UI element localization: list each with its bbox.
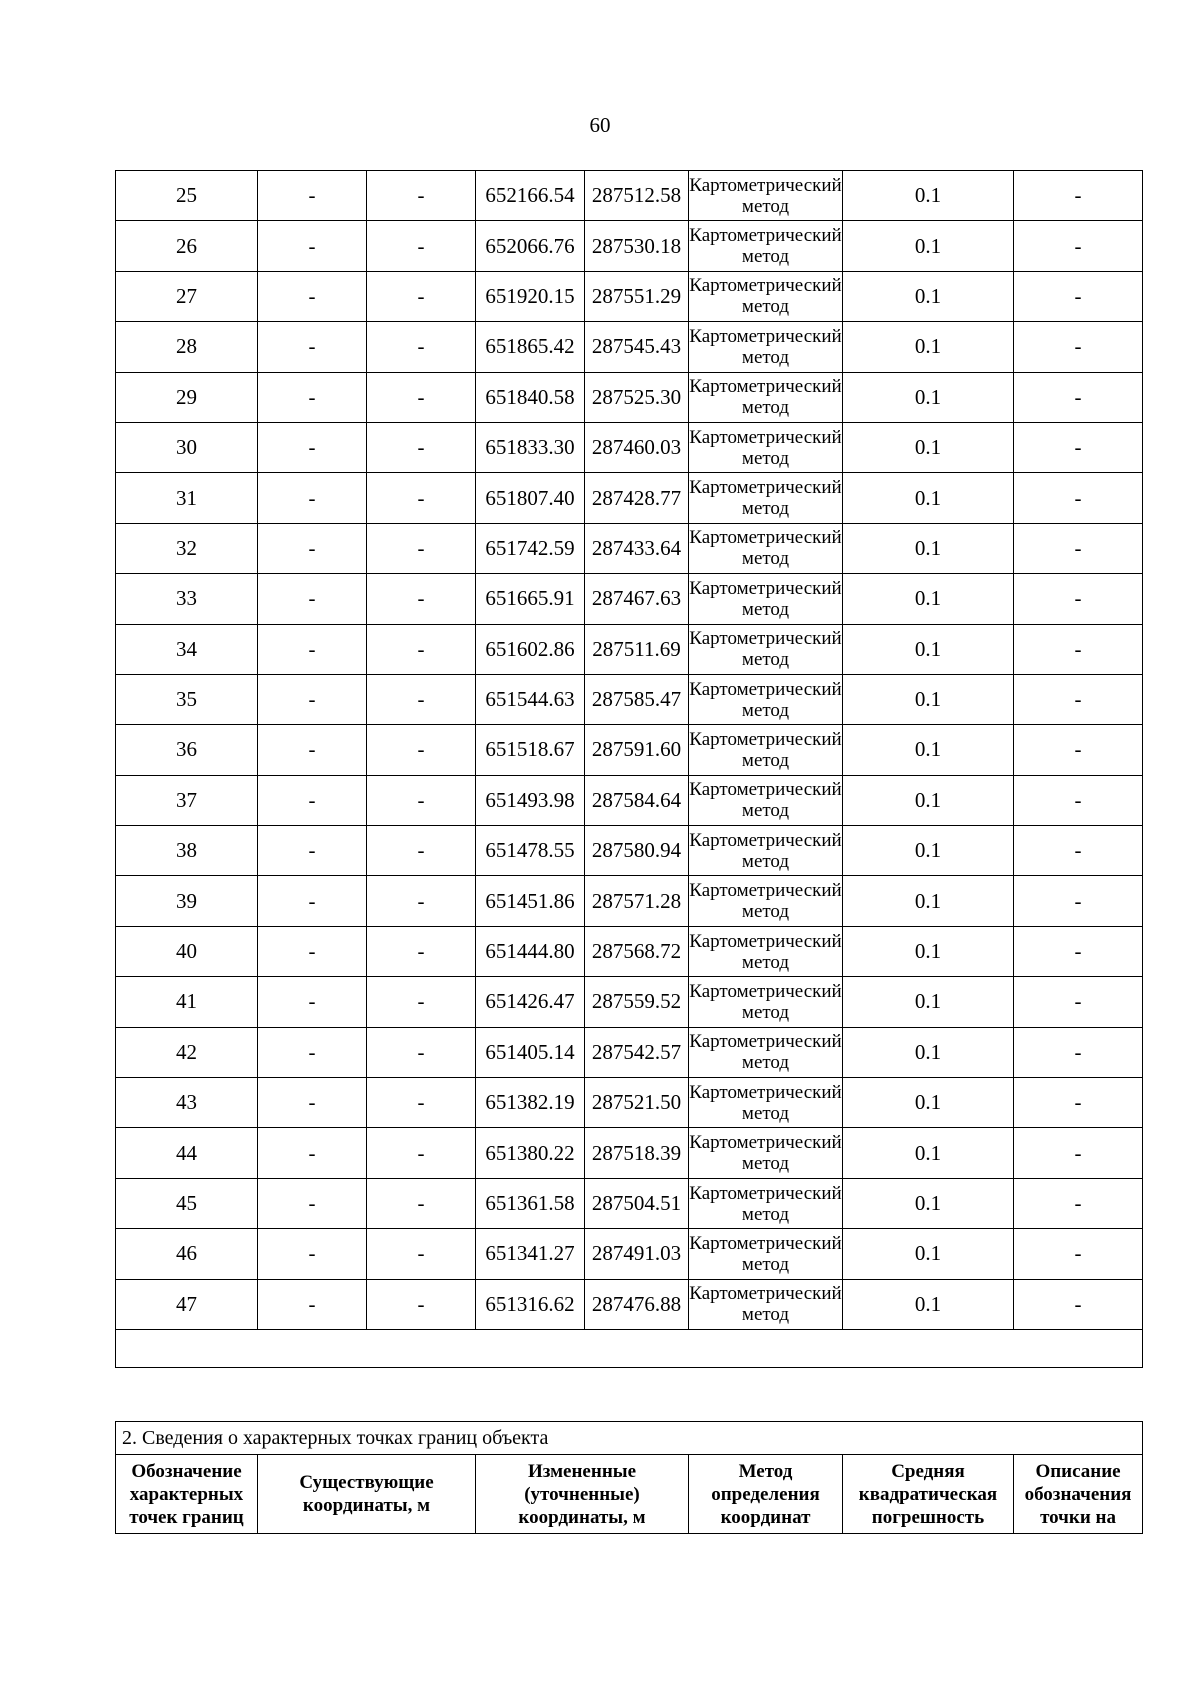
error-cell: 0.1 [843, 977, 1014, 1027]
error-cell: 0.1 [843, 775, 1014, 825]
existing-y-cell: - [367, 171, 476, 221]
existing-x-cell: - [258, 322, 367, 372]
point-id-cell: 32 [116, 523, 258, 573]
point-id-cell: 33 [116, 574, 258, 624]
x-coordinate-cell: 652166.54 [476, 171, 585, 221]
x-coordinate-cell: 651518.67 [476, 725, 585, 775]
header-point-description: Описание обозначения точки на [1014, 1455, 1143, 1534]
existing-x-cell: - [258, 624, 367, 674]
x-coordinate-cell: 651444.80 [476, 926, 585, 976]
point-id-cell: 27 [116, 271, 258, 321]
point-id-cell: 34 [116, 624, 258, 674]
y-coordinate-cell: 287525.30 [585, 372, 689, 422]
error-cell: 0.1 [843, 876, 1014, 926]
point-id-cell: 35 [116, 674, 258, 724]
table-row [116, 725, 1143, 775]
x-coordinate-cell: 651920.15 [476, 271, 585, 321]
existing-y-cell: - [367, 624, 476, 674]
existing-y-cell: - [367, 473, 476, 523]
existing-y-cell: - [367, 1027, 476, 1077]
method-cell: Картометрический метод [689, 876, 843, 926]
description-cell: - [1014, 322, 1143, 372]
y-coordinate-cell: 287571.28 [585, 876, 689, 926]
existing-y-cell: - [367, 422, 476, 472]
method-cell: Картометрический метод [689, 926, 843, 976]
existing-y-cell: - [367, 1078, 476, 1128]
method-cell: Картометрический метод [689, 271, 843, 321]
table-row [116, 271, 1143, 321]
y-coordinate-cell: 287460.03 [585, 422, 689, 472]
existing-x-cell: - [258, 473, 367, 523]
error-cell: 0.1 [843, 1229, 1014, 1279]
point-id-cell: 41 [116, 977, 258, 1027]
y-coordinate-cell: 287433.64 [585, 523, 689, 573]
x-coordinate-cell: 651544.63 [476, 674, 585, 724]
existing-x-cell: - [258, 1128, 367, 1178]
point-id-cell: 36 [116, 725, 258, 775]
y-coordinate-cell: 287518.39 [585, 1128, 689, 1178]
description-cell: - [1014, 523, 1143, 573]
existing-y-cell: - [367, 372, 476, 422]
header-existing-coordinates: Существующие координаты, м [258, 1455, 476, 1534]
x-coordinate-cell: 651316.62 [476, 1279, 585, 1329]
point-id-cell: 31 [116, 473, 258, 523]
description-cell: - [1014, 1078, 1143, 1128]
x-coordinate-cell: 651382.19 [476, 1078, 585, 1128]
existing-y-cell: - [367, 876, 476, 926]
table-row [116, 926, 1143, 976]
existing-x-cell: - [258, 826, 367, 876]
table-row [116, 422, 1143, 472]
existing-x-cell: - [258, 372, 367, 422]
table-row [116, 977, 1143, 1027]
table-row [116, 624, 1143, 674]
existing-x-cell: - [258, 1078, 367, 1128]
point-id-cell: 30 [116, 422, 258, 472]
boundary-points-table [115, 170, 1143, 1368]
method-cell: Картометрический метод [689, 674, 843, 724]
x-coordinate-cell: 651493.98 [476, 775, 585, 825]
point-id-cell: 26 [116, 221, 258, 271]
point-id-cell: 45 [116, 1178, 258, 1228]
description-cell: - [1014, 372, 1143, 422]
y-coordinate-cell: 287584.64 [585, 775, 689, 825]
existing-x-cell: - [258, 574, 367, 624]
existing-x-cell: - [258, 876, 367, 926]
error-cell: 0.1 [843, 826, 1014, 876]
existing-x-cell: - [258, 926, 367, 976]
existing-x-cell: - [258, 171, 367, 221]
table-row [116, 574, 1143, 624]
x-coordinate-cell: 651833.30 [476, 422, 585, 472]
point-id-cell: 39 [116, 876, 258, 926]
table-row [116, 523, 1143, 573]
point-id-cell: 43 [116, 1078, 258, 1128]
description-cell: - [1014, 1027, 1143, 1077]
description-cell: - [1014, 473, 1143, 523]
method-cell: Картометрический метод [689, 826, 843, 876]
method-cell: Картометрический метод [689, 1027, 843, 1077]
description-cell: - [1014, 674, 1143, 724]
existing-y-cell: - [367, 221, 476, 271]
error-cell: 0.1 [843, 725, 1014, 775]
table-row [116, 1229, 1143, 1279]
header-changed-coordinates: Измененные (уточненные) координаты, м [476, 1455, 689, 1534]
method-cell: Картометрический метод [689, 1078, 843, 1128]
error-cell: 0.1 [843, 422, 1014, 472]
description-cell: - [1014, 171, 1143, 221]
y-coordinate-cell: 287511.69 [585, 624, 689, 674]
header-mean-square-error: Средняя квадратическая погрешность [843, 1455, 1014, 1534]
error-cell: 0.1 [843, 674, 1014, 724]
existing-x-cell: - [258, 674, 367, 724]
existing-x-cell: - [258, 422, 367, 472]
y-coordinate-cell: 287545.43 [585, 322, 689, 372]
y-coordinate-cell: 287491.03 [585, 1229, 689, 1279]
error-cell: 0.1 [843, 271, 1014, 321]
existing-y-cell: - [367, 1279, 476, 1329]
description-cell: - [1014, 775, 1143, 825]
boundary-points-body [116, 171, 1143, 1368]
method-cell: Картометрический метод [689, 372, 843, 422]
method-cell: Картометрический метод [689, 221, 843, 271]
error-cell: 0.1 [843, 624, 1014, 674]
existing-y-cell: - [367, 977, 476, 1027]
method-cell: Картометрический метод [689, 523, 843, 573]
error-cell: 0.1 [843, 221, 1014, 271]
table-row [116, 322, 1143, 372]
y-coordinate-cell: 287476.88 [585, 1279, 689, 1329]
x-coordinate-cell: 651405.14 [476, 1027, 585, 1077]
description-cell: - [1014, 574, 1143, 624]
table-row [116, 221, 1143, 271]
existing-x-cell: - [258, 1279, 367, 1329]
table-row [116, 171, 1143, 221]
existing-y-cell: - [367, 271, 476, 321]
description-cell: - [1014, 1229, 1143, 1279]
table-row [116, 1078, 1143, 1128]
description-cell: - [1014, 624, 1143, 674]
method-cell: Картометрический метод [689, 775, 843, 825]
y-coordinate-cell: 287512.58 [585, 171, 689, 221]
existing-x-cell: - [258, 977, 367, 1027]
x-coordinate-cell: 651865.42 [476, 322, 585, 372]
point-id-cell: 42 [116, 1027, 258, 1077]
table-row [116, 826, 1143, 876]
existing-x-cell: - [258, 725, 367, 775]
x-coordinate-cell: 651807.40 [476, 473, 585, 523]
method-cell: Картометрический метод [689, 725, 843, 775]
description-cell: - [1014, 725, 1143, 775]
error-cell: 0.1 [843, 322, 1014, 372]
description-cell: - [1014, 1178, 1143, 1228]
error-cell: 0.1 [843, 1279, 1014, 1329]
table-row [116, 1279, 1143, 1329]
x-coordinate-cell: 651742.59 [476, 523, 585, 573]
existing-y-cell: - [367, 826, 476, 876]
section2-table [115, 1421, 1143, 1534]
header-method: Метод определения координат [689, 1455, 843, 1534]
existing-y-cell: - [367, 775, 476, 825]
existing-y-cell: - [367, 1229, 476, 1279]
x-coordinate-cell: 651361.58 [476, 1178, 585, 1228]
point-id-cell: 47 [116, 1279, 258, 1329]
error-cell: 0.1 [843, 1078, 1014, 1128]
error-cell: 0.1 [843, 372, 1014, 422]
error-cell: 0.1 [843, 926, 1014, 976]
error-cell: 0.1 [843, 1128, 1014, 1178]
error-cell: 0.1 [843, 473, 1014, 523]
point-id-cell: 28 [116, 322, 258, 372]
method-cell: Картометрический метод [689, 574, 843, 624]
empty-cell [116, 1329, 1143, 1367]
description-cell: - [1014, 826, 1143, 876]
section2-title-row [116, 1422, 1143, 1455]
point-id-cell: 37 [116, 775, 258, 825]
table-row [116, 1178, 1143, 1228]
description-cell: - [1014, 422, 1143, 472]
method-cell: Картометрический метод [689, 624, 843, 674]
method-cell: Картометрический метод [689, 1279, 843, 1329]
description-cell: - [1014, 1279, 1143, 1329]
y-coordinate-cell: 287585.47 [585, 674, 689, 724]
x-coordinate-cell: 651380.22 [476, 1128, 585, 1178]
description-cell: - [1014, 271, 1143, 321]
method-cell: Картометрический метод [689, 1128, 843, 1178]
x-coordinate-cell: 652066.76 [476, 221, 585, 271]
point-id-cell: 38 [116, 826, 258, 876]
existing-y-cell: - [367, 1178, 476, 1228]
x-coordinate-cell: 651840.58 [476, 372, 585, 422]
method-cell: Картометрический метод [689, 1178, 843, 1228]
method-cell: Картометрический метод [689, 1229, 843, 1279]
y-coordinate-cell: 287467.63 [585, 574, 689, 624]
x-coordinate-cell: 651602.86 [476, 624, 585, 674]
table-row [116, 876, 1143, 926]
existing-y-cell: - [367, 322, 476, 372]
x-coordinate-cell: 651341.27 [476, 1229, 585, 1279]
y-coordinate-cell: 287530.18 [585, 221, 689, 271]
existing-x-cell: - [258, 271, 367, 321]
existing-y-cell: - [367, 523, 476, 573]
existing-x-cell: - [258, 775, 367, 825]
section2-title: 2. Сведения о характерных точках границ объекта [116, 1422, 1143, 1455]
x-coordinate-cell: 651665.91 [476, 574, 585, 624]
existing-y-cell: - [367, 926, 476, 976]
table-row [116, 473, 1143, 523]
method-cell: Картометрический метод [689, 171, 843, 221]
x-coordinate-cell: 651451.86 [476, 876, 585, 926]
existing-x-cell: - [258, 221, 367, 271]
description-cell: - [1014, 1128, 1143, 1178]
error-cell: 0.1 [843, 1027, 1014, 1077]
existing-y-cell: - [367, 725, 476, 775]
error-cell: 0.1 [843, 574, 1014, 624]
y-coordinate-cell: 287591.60 [585, 725, 689, 775]
y-coordinate-cell: 287521.50 [585, 1078, 689, 1128]
error-cell: 0.1 [843, 171, 1014, 221]
y-coordinate-cell: 287568.72 [585, 926, 689, 976]
method-cell: Картометрический метод [689, 322, 843, 372]
description-cell: - [1014, 926, 1143, 976]
table-row [116, 1128, 1143, 1178]
x-coordinate-cell: 651426.47 [476, 977, 585, 1027]
page-number: 60 [589, 113, 611, 137]
y-coordinate-cell: 287551.29 [585, 271, 689, 321]
x-coordinate-cell: 651478.55 [476, 826, 585, 876]
error-cell: 0.1 [843, 523, 1014, 573]
table-row [116, 1027, 1143, 1077]
y-coordinate-cell: 287428.77 [585, 473, 689, 523]
existing-x-cell: - [258, 1027, 367, 1077]
method-cell: Картометрический метод [689, 422, 843, 472]
y-coordinate-cell: 287580.94 [585, 826, 689, 876]
description-cell: - [1014, 977, 1143, 1027]
existing-y-cell: - [367, 574, 476, 624]
section2-header-row [116, 1455, 1143, 1534]
existing-x-cell: - [258, 1229, 367, 1279]
table-row [116, 372, 1143, 422]
existing-x-cell: - [258, 1178, 367, 1228]
description-cell: - [1014, 876, 1143, 926]
point-id-cell: 29 [116, 372, 258, 422]
method-cell: Картометрический метод [689, 977, 843, 1027]
existing-y-cell: - [367, 674, 476, 724]
table-row [116, 775, 1143, 825]
description-cell: - [1014, 221, 1143, 271]
y-coordinate-cell: 287542.57 [585, 1027, 689, 1077]
table-row [116, 674, 1143, 724]
point-id-cell: 40 [116, 926, 258, 976]
existing-x-cell: - [258, 523, 367, 573]
empty-row [116, 1329, 1143, 1367]
point-id-cell: 44 [116, 1128, 258, 1178]
point-id-cell: 25 [116, 171, 258, 221]
y-coordinate-cell: 287559.52 [585, 977, 689, 1027]
method-cell: Картометрический метод [689, 473, 843, 523]
point-id-cell: 46 [116, 1229, 258, 1279]
y-coordinate-cell: 287504.51 [585, 1178, 689, 1228]
existing-y-cell: - [367, 1128, 476, 1178]
header-designation: Обозначение характерных точек границ [116, 1455, 258, 1534]
error-cell: 0.1 [843, 1178, 1014, 1228]
